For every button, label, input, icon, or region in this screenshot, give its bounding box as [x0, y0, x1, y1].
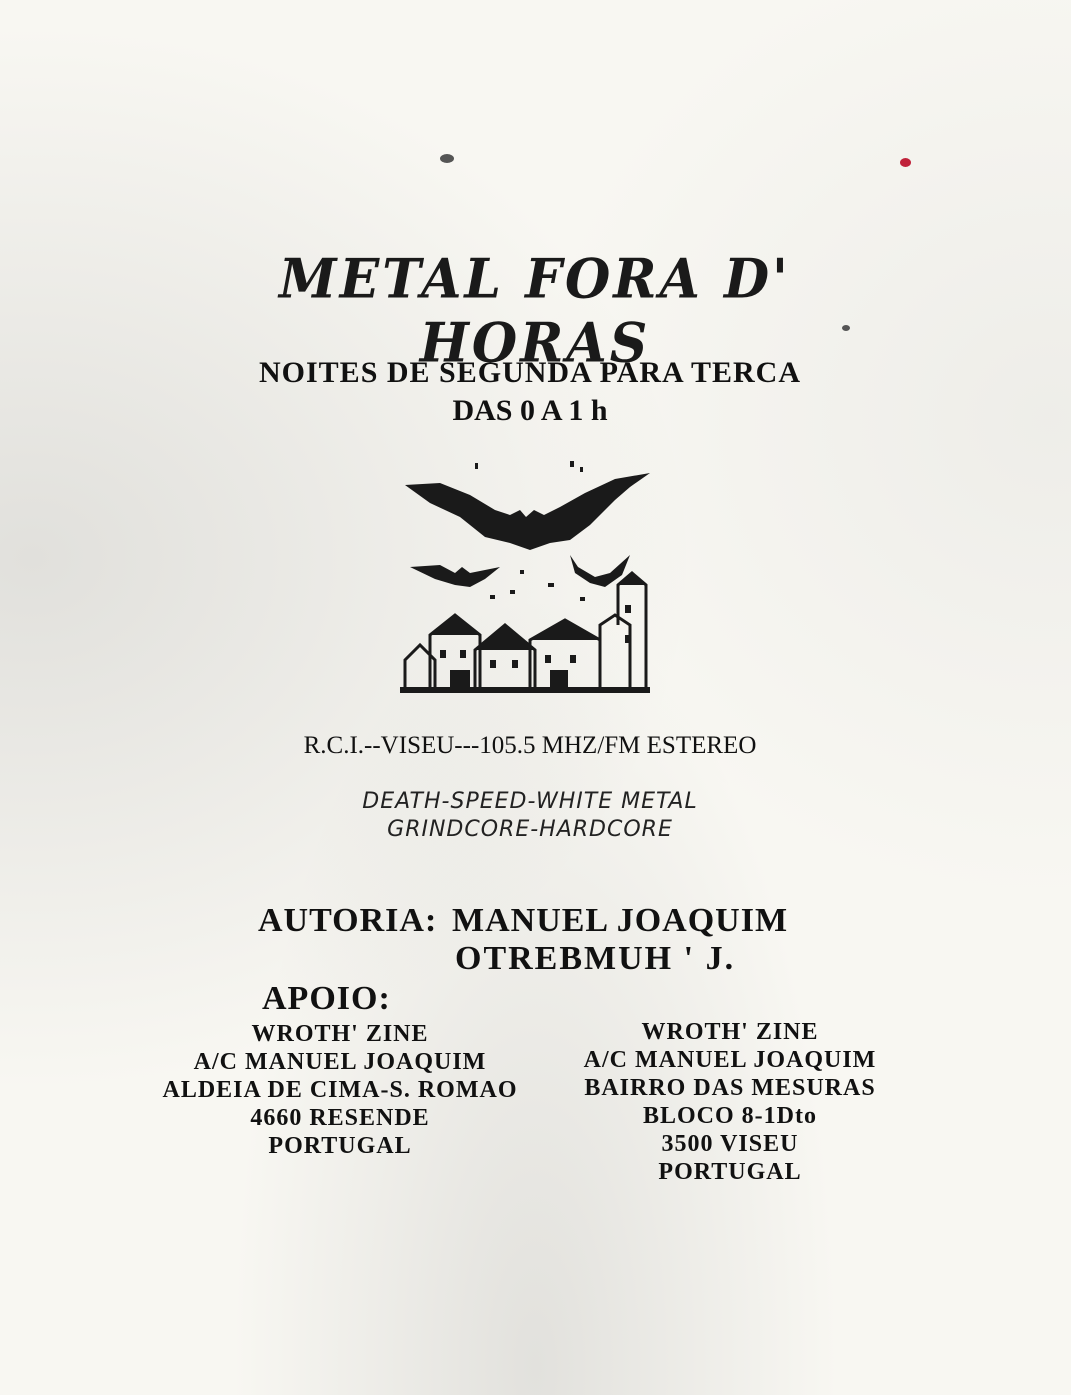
- author-label: AUTORIA:: [258, 902, 438, 939]
- address-line: A/C MANUEL JOAQUIM: [583, 1047, 877, 1073]
- address-line: WROTH' ZINE: [641, 1019, 819, 1045]
- schedule-line: NOITES DE SEGUNDA PARA TERCA: [259, 356, 801, 389]
- address-line: BLOCO 8-1Dto: [643, 1103, 817, 1129]
- address-line: PORTUGAL: [658, 1159, 802, 1185]
- address-line: 4660 RESENDE: [250, 1105, 430, 1131]
- address-line: WROTH' ZINE: [251, 1021, 429, 1047]
- address-line: BAIRRO DAS MESURAS: [584, 1075, 876, 1101]
- author-name-secondary: OTREBMUH ' J.: [455, 940, 736, 977]
- address-line: 3500 VISEU: [661, 1131, 799, 1157]
- author-name: MANUEL JOAQUIM: [452, 902, 789, 939]
- genre-line: GRINDCORE-HARDCORE: [387, 817, 673, 842]
- address-line: ALDEIA DE CIMA-S. ROMAO: [162, 1077, 518, 1103]
- address-line: PORTUGAL: [268, 1133, 412, 1159]
- address-right: [540, 1018, 920, 1186]
- ink-speck: [900, 158, 911, 167]
- flyer-title: METAL FORA D' HORAS: [279, 246, 791, 376]
- genre-list: [200, 788, 860, 844]
- support-label: APOIO:: [262, 980, 391, 1017]
- ink-speck: [440, 154, 454, 163]
- schedule-hours: DAS 0 A 1 h: [452, 394, 608, 427]
- bats-over-town-illustration: [400, 455, 660, 700]
- station-info: R.C.I.--VISEU---105.5 MHZ/FM ESTEREO: [303, 732, 757, 759]
- address-left: [140, 1020, 540, 1160]
- genre-line: DEATH-SPEED-WHITE METAL: [362, 789, 698, 814]
- address-line: A/C MANUEL JOAQUIM: [193, 1049, 487, 1075]
